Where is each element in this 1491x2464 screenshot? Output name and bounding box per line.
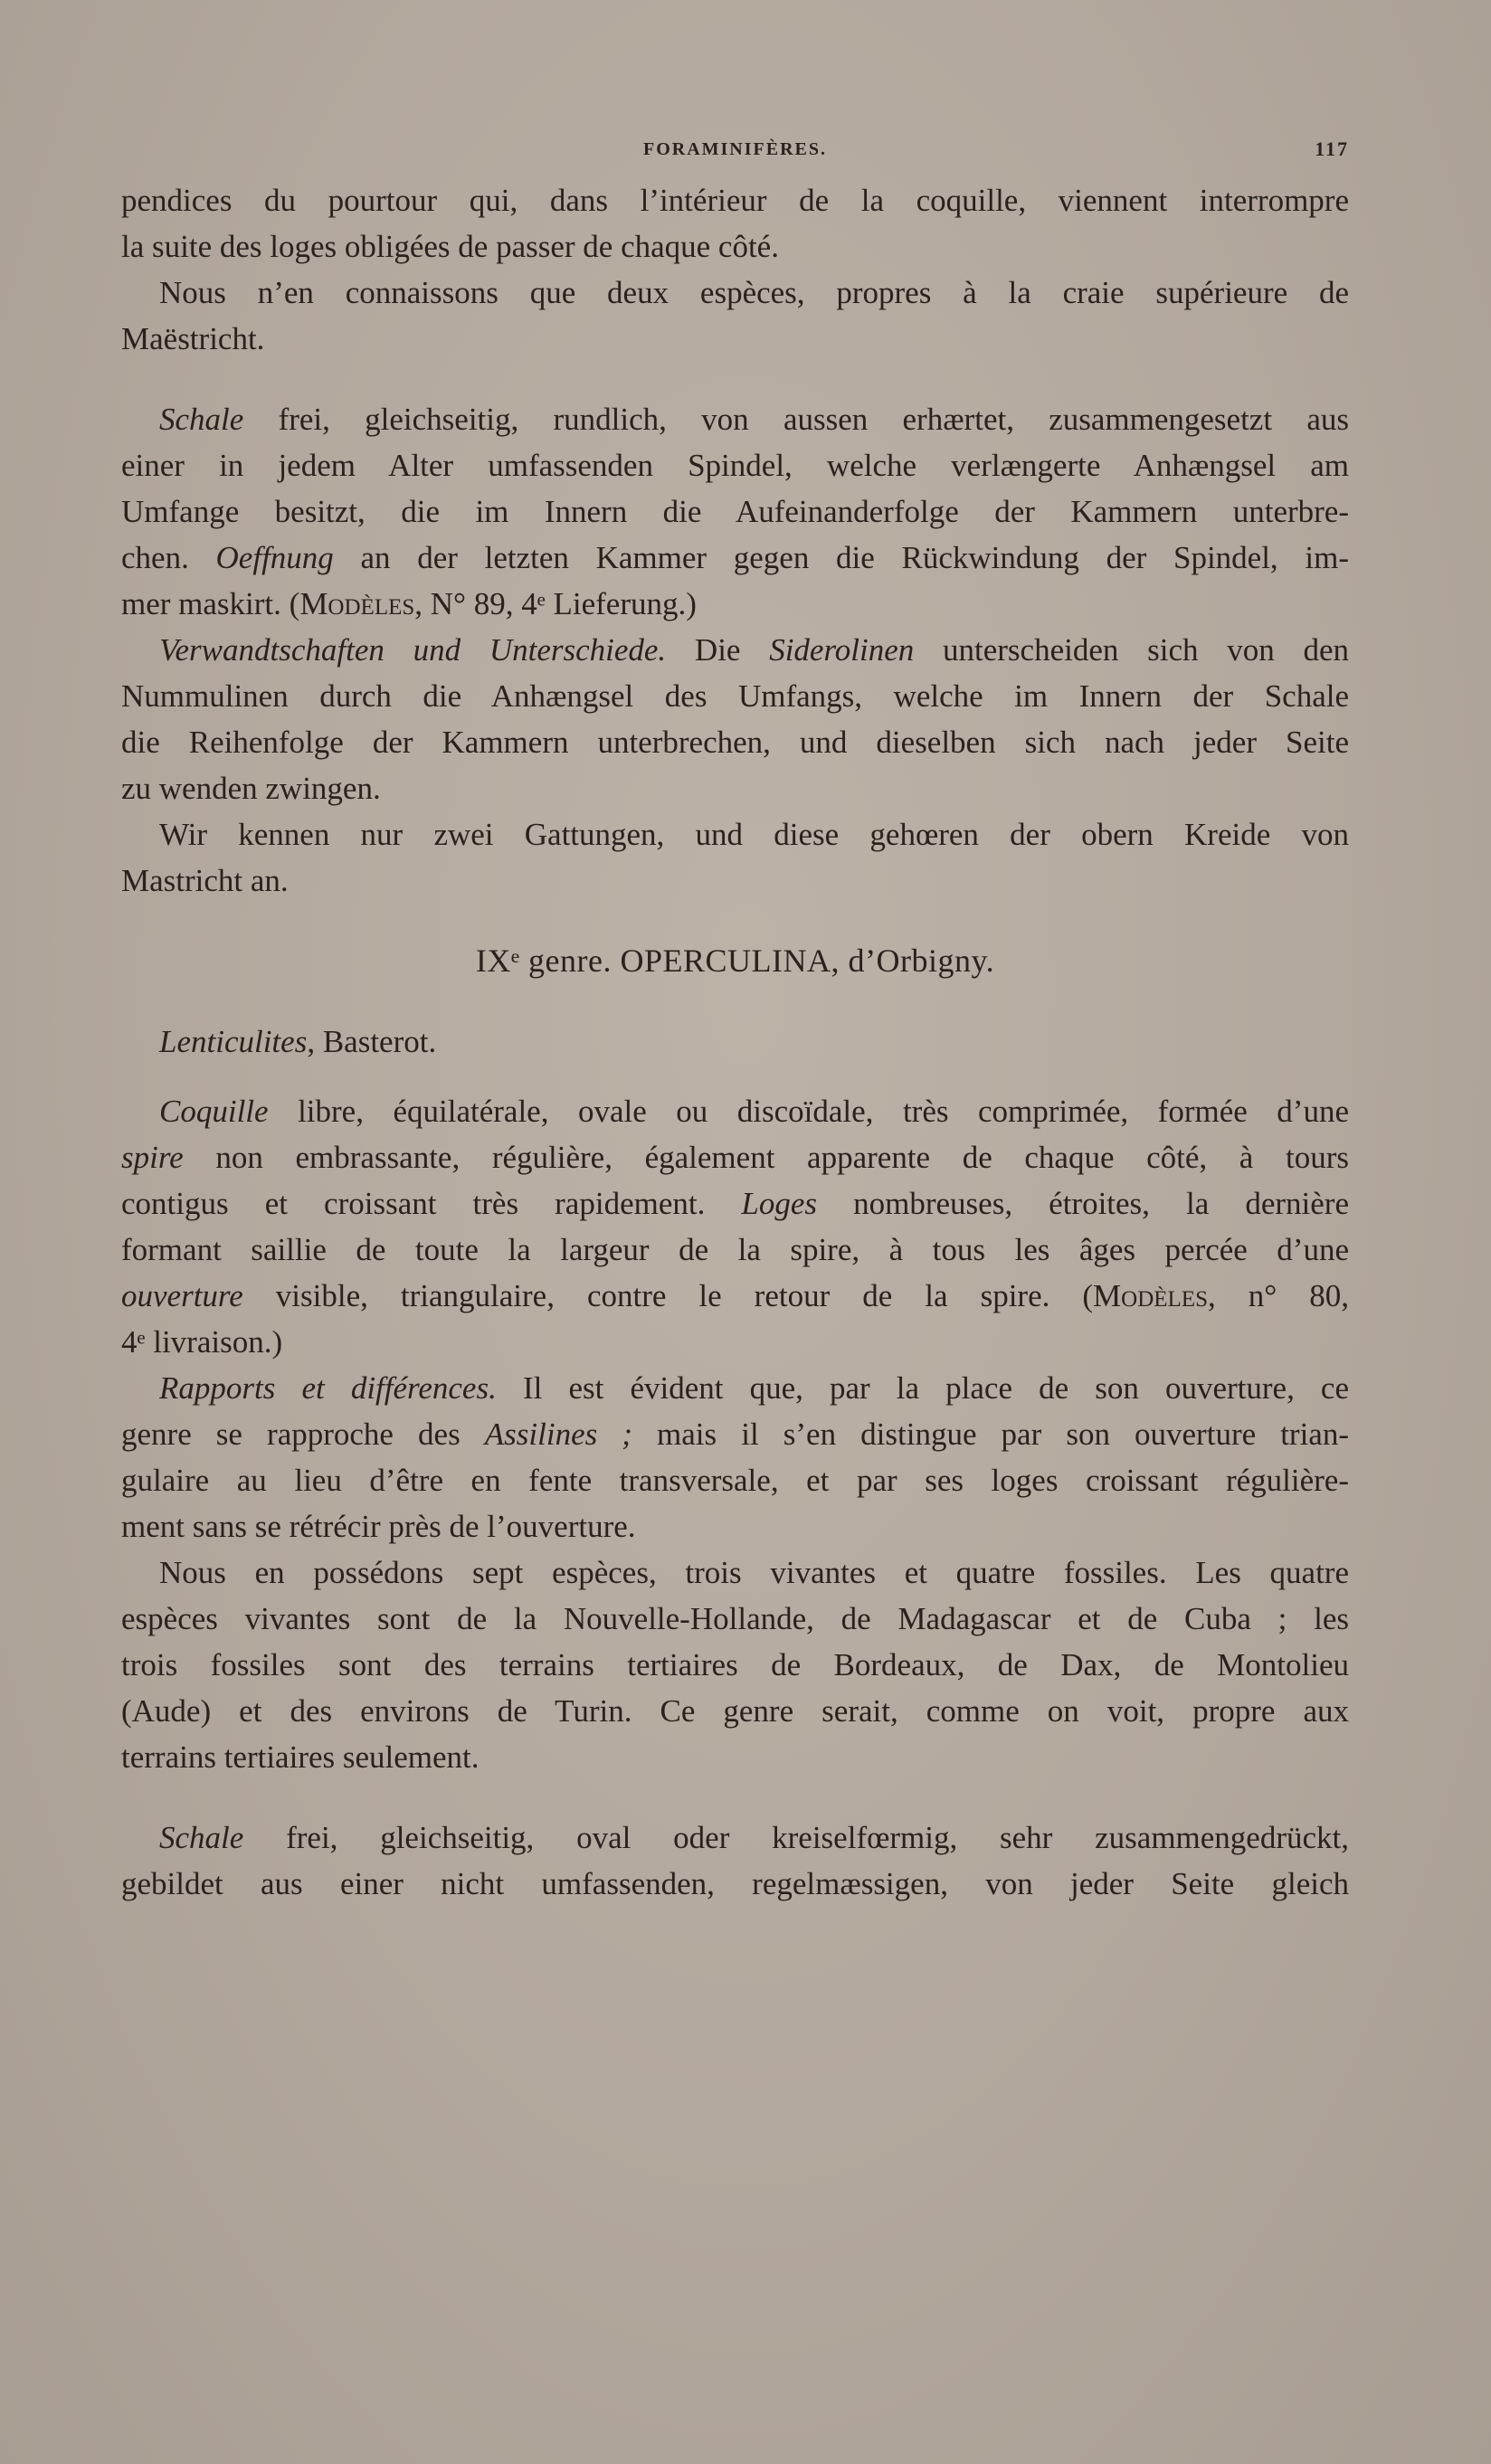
text-line: formant saillie de toute la largeur de la spire, à tous les âges percée d’une xyxy=(121,1232,1349,1267)
text-line: einer in jedem Alter umfassenden Spindel, welche verlængerte Anhængsel am xyxy=(121,448,1349,483)
page-number: 117 xyxy=(1315,137,1349,160)
italic-term: Rapports et différences. xyxy=(159,1370,497,1406)
text-line: gebildet aus einer nicht umfassenden, regelmæssigen, von jeder Seite gleich xyxy=(121,1866,1349,1901)
text-line: chen. Oeffnung an der letzten Kammer gegen die Rückwindung der Spindel, im- xyxy=(121,540,1349,575)
text-line: Wir kennen nur zwei Gattungen, und diese gehœren der obern Kreide von xyxy=(159,817,1349,852)
text-line: Verwandtschaften und Unterschiede. Die Siderolinen unterscheiden sich von den xyxy=(159,632,1349,668)
italic-term: Assilines ; xyxy=(484,1417,632,1452)
small-caps-term: Modèles xyxy=(1093,1278,1208,1313)
running-title: FORAMINIFÈRES. xyxy=(642,139,827,159)
text-line: die Reihenfolge der Kammern unterbrechen, und dieselben sich nach jeder Seite xyxy=(121,725,1349,760)
text-line: trois fossiles sont des terrains tertiaires de Bordeaux, de Dax, de Montolieu xyxy=(121,1647,1349,1682)
paragraph-gap xyxy=(121,362,1349,396)
text-line: Schale frei, gleichseitig, rundlich, von aussen erhærtet, zusammengesetzt aus xyxy=(159,402,1349,437)
text-line: 4ᵉ livraison.) xyxy=(121,1324,283,1360)
paragraph-gap xyxy=(121,1780,1349,1815)
italic-term: Oeffnung xyxy=(215,540,334,575)
paragraph-gap xyxy=(121,984,1349,1019)
text-line: spire non embrassante, régulière, également apparente de chaque côté, à tours xyxy=(121,1140,1349,1175)
text-line: contigus et croissant très rapidement. Loges nombreuses, étroites, la dernière xyxy=(121,1186,1349,1221)
italic-term: Loges xyxy=(741,1186,818,1221)
small-caps-term: Modèles xyxy=(299,586,415,621)
italic-term: Siderolinen xyxy=(769,632,915,668)
text-line: (Aude) et des environs de Turin. Ce genre serait, comme on voit, propre aux xyxy=(121,1693,1349,1729)
text-line: la suite des loges obligées de passer de chaque côté. xyxy=(121,229,779,264)
page-header xyxy=(121,134,1349,166)
paragraph-gap xyxy=(121,1065,1349,1088)
text-line: espèces vivantes sont de la Nouvelle-Hollande, de Madagascar et de Cuba ; les xyxy=(121,1601,1349,1636)
text-line: Maëstricht. xyxy=(121,321,265,356)
genre-heading: IXᵉ genre. OPERCULINA, d’Orbigny. xyxy=(475,943,995,979)
text-line: Nummulinen durch die Anhængsel des Umfangs, welche im Innern der Schale xyxy=(121,678,1349,714)
italic-term: ouverture xyxy=(121,1278,243,1313)
text-line: Rapports et différences. Il est évident que, par la place de son ouverture, ce xyxy=(159,1370,1350,1406)
text-line: genre se rapproche des Assilines ; mais il s’en distingue par son ouverture trian- xyxy=(121,1417,1350,1452)
text-line: Umfange besitzt, die im Innern die Aufeinanderfolge der Kammern unterbre- xyxy=(121,494,1349,529)
text-line: Schale frei, gleichseitig, oval oder kreiselfœrmig, sehr zusammengedrückt, xyxy=(159,1820,1349,1855)
italic-term: Verwandtschaften und Unterschiede. xyxy=(159,632,667,668)
body-text xyxy=(121,177,1349,1907)
text-line: ment sans se rétrécir près de l’ouverture. xyxy=(121,1509,636,1544)
italic-term: spire xyxy=(121,1140,184,1175)
text-line: gulaire au lieu d’être en fente transversale, et par ses loges croissant régulière- xyxy=(121,1463,1349,1498)
text-line: mer maskirt. (Modèles, N° 89, 4ᵉ Lieferung.) xyxy=(121,586,697,621)
paragraph-gap xyxy=(121,904,1349,938)
synonym-line: Lenticulites, Basterot. xyxy=(159,1024,437,1059)
italic-term: Schale xyxy=(159,1820,244,1855)
text-line: ouverture visible, triangulaire, contre le retour de la spire. (Modèles, n° 80, xyxy=(121,1278,1350,1313)
text-line: terrains tertiaires seulement. xyxy=(121,1739,480,1775)
italic-term: Coquille xyxy=(159,1094,269,1129)
text-line: Nous n’en connaissons que deux espèces, propres à la craie supérieure de xyxy=(159,275,1349,310)
italic-term: Lenticulites xyxy=(159,1024,308,1059)
text-line: zu wenden zwingen. xyxy=(121,771,381,806)
text-line: Nous en possédons sept espèces, trois vivantes et quatre fossiles. Les quatre xyxy=(159,1555,1349,1590)
text-line: pendices du pourtour qui, dans l’intérieur de la coquille, viennent interrompre xyxy=(121,183,1349,218)
italic-term: Schale xyxy=(159,402,244,437)
text-line: Coquille libre, équilatérale, ovale ou discoïdale, très comprimée, formée d’une xyxy=(159,1094,1349,1129)
text-line: Mastricht an. xyxy=(121,863,289,898)
